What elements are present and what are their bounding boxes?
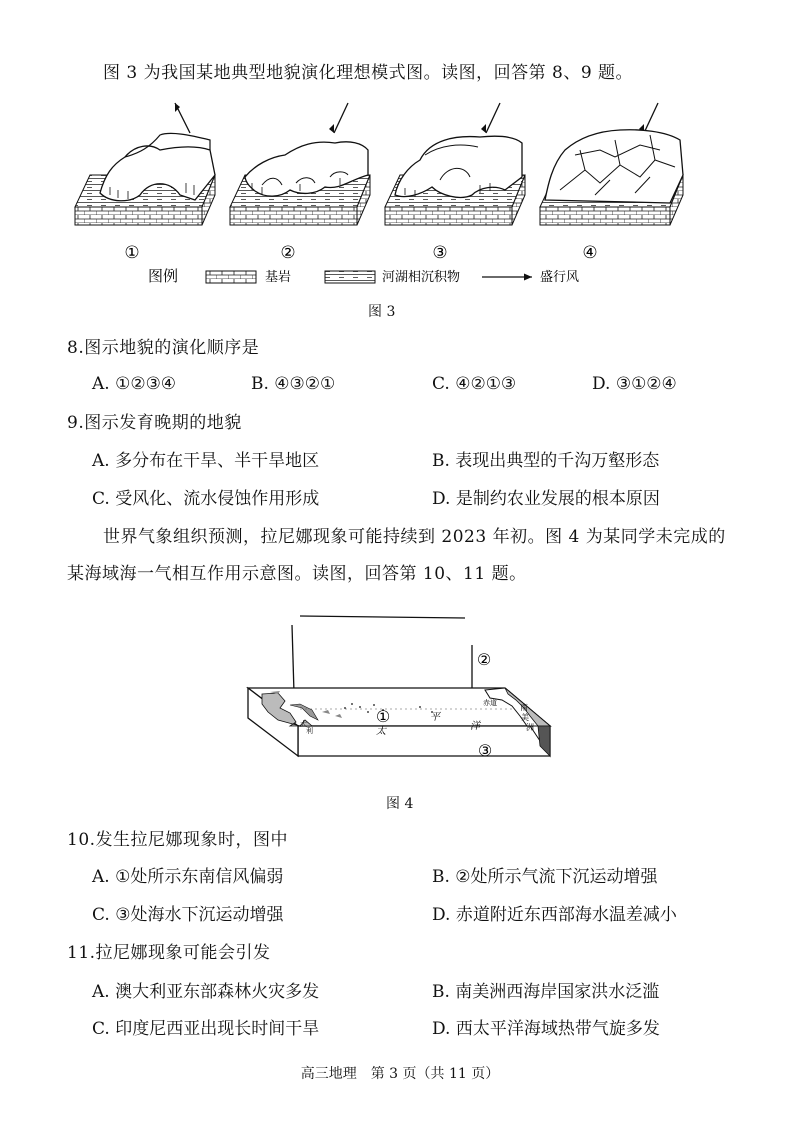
landform-block-2 [230, 103, 370, 225]
fig3-label-3: ③ [432, 243, 448, 263]
q9-option-a[interactable]: A. 多分布在干旱、半干旱地区 [92, 451, 320, 471]
q10-option-b[interactable]: B. ②处所示气流下沉运动增强 [432, 867, 658, 887]
fig4-diagram [0, 608, 800, 788]
intro-fig4-line1: 世界气象组织预测，拉尼娜现象可能持续到 2023 年初。图 4 为某同学未完成的 [103, 527, 726, 547]
map-label-zhou: 洲 [526, 723, 534, 732]
q11-stem: 11.拉尼娜现象可能会引发 [67, 943, 271, 963]
fig4-label-1: ① [375, 707, 391, 726]
q10-option-c[interactable]: C. ③处海水下沉运动增强 [92, 905, 284, 925]
legend-title: 图例 [148, 267, 179, 285]
q10-stem: 10.发生拉尼娜现象时，图中 [67, 830, 289, 850]
landform-block-3 [385, 103, 525, 225]
intro-fig4-line2: 某海域海一气相互作用示意图。读图，回答第 10、11 题。 [67, 564, 527, 584]
q9-option-d[interactable]: D. 是制约农业发展的根本原因 [432, 489, 660, 509]
fig4-label-3: ③ [477, 741, 493, 760]
page-footer: 高三地理 第 3 页（共 11 页） [300, 1066, 500, 1082]
fig3-caption: 图 3 [368, 304, 396, 320]
legend-sediment-label: 河湖相沉积物 [382, 270, 461, 285]
map-label-tai: 太 [376, 726, 386, 737]
intro-fig3: 图 3 为我国某地典型地貌演化理想模式图。读图，回答第 8、9 题。 [103, 63, 634, 83]
q11-option-d[interactable]: D. 西太平洋海域热带气旋多发 [432, 1019, 660, 1039]
q11-option-c[interactable]: C. 印度尼西亚出现长时间干旱 [92, 1019, 320, 1039]
q11-option-b[interactable]: B. 南美洲西海岸国家洪水泛滥 [432, 982, 660, 1002]
q9-option-c[interactable]: C. 受风化、流水侵蚀作用形成 [92, 489, 320, 509]
q9-stem: 9.图示发育晚期的地貌 [67, 413, 242, 433]
legend-wind-label: 盛行风 [540, 270, 580, 285]
legend-bedrock-label: 基岩 [265, 270, 292, 285]
map-label-nan: 南 [520, 703, 528, 712]
q10-option-d[interactable]: D. 赤道附近东西部海水温差减小 [432, 905, 677, 925]
fig4-caption: 图 4 [386, 796, 414, 812]
legend-bedrock-swatch [206, 271, 256, 283]
fig3-label-1: ① [124, 243, 140, 263]
map-label-li: 利 [306, 727, 313, 735]
map-label-equator: 赤道 [483, 699, 497, 707]
q8-stem: 8.图示地貌的演化顺序是 [67, 338, 260, 358]
q9-option-b[interactable]: B. 表现出典型的千沟万壑形态 [432, 451, 660, 471]
fig4-label-2: ② [476, 650, 492, 669]
q8-option-b[interactable]: B. ④③②① [251, 374, 336, 394]
q8-option-d[interactable]: D. ③①②④ [592, 374, 677, 394]
map-label-mei: 美 [521, 713, 529, 722]
legend-sediment-swatch [325, 271, 375, 283]
q11-option-a[interactable]: A. 澳大利亚东部森林火灾多发 [92, 982, 320, 1002]
q8-option-a[interactable]: A. ①②③④ [92, 374, 177, 394]
landform-block-1 [75, 103, 215, 225]
landform-block-4 [540, 103, 683, 225]
q10-option-a[interactable]: A. ①处所示东南信风偏弱 [92, 867, 284, 887]
q8-option-c[interactable]: C. ④②①③ [432, 374, 517, 394]
fig3-label-2: ② [280, 243, 296, 263]
map-label-ping: 平 [430, 712, 440, 723]
fig3-label-4: ④ [582, 243, 598, 263]
map-label-yang: 洋 [470, 721, 480, 732]
fig3-diagram [0, 95, 800, 335]
map-label-da: 大 [300, 720, 307, 728]
